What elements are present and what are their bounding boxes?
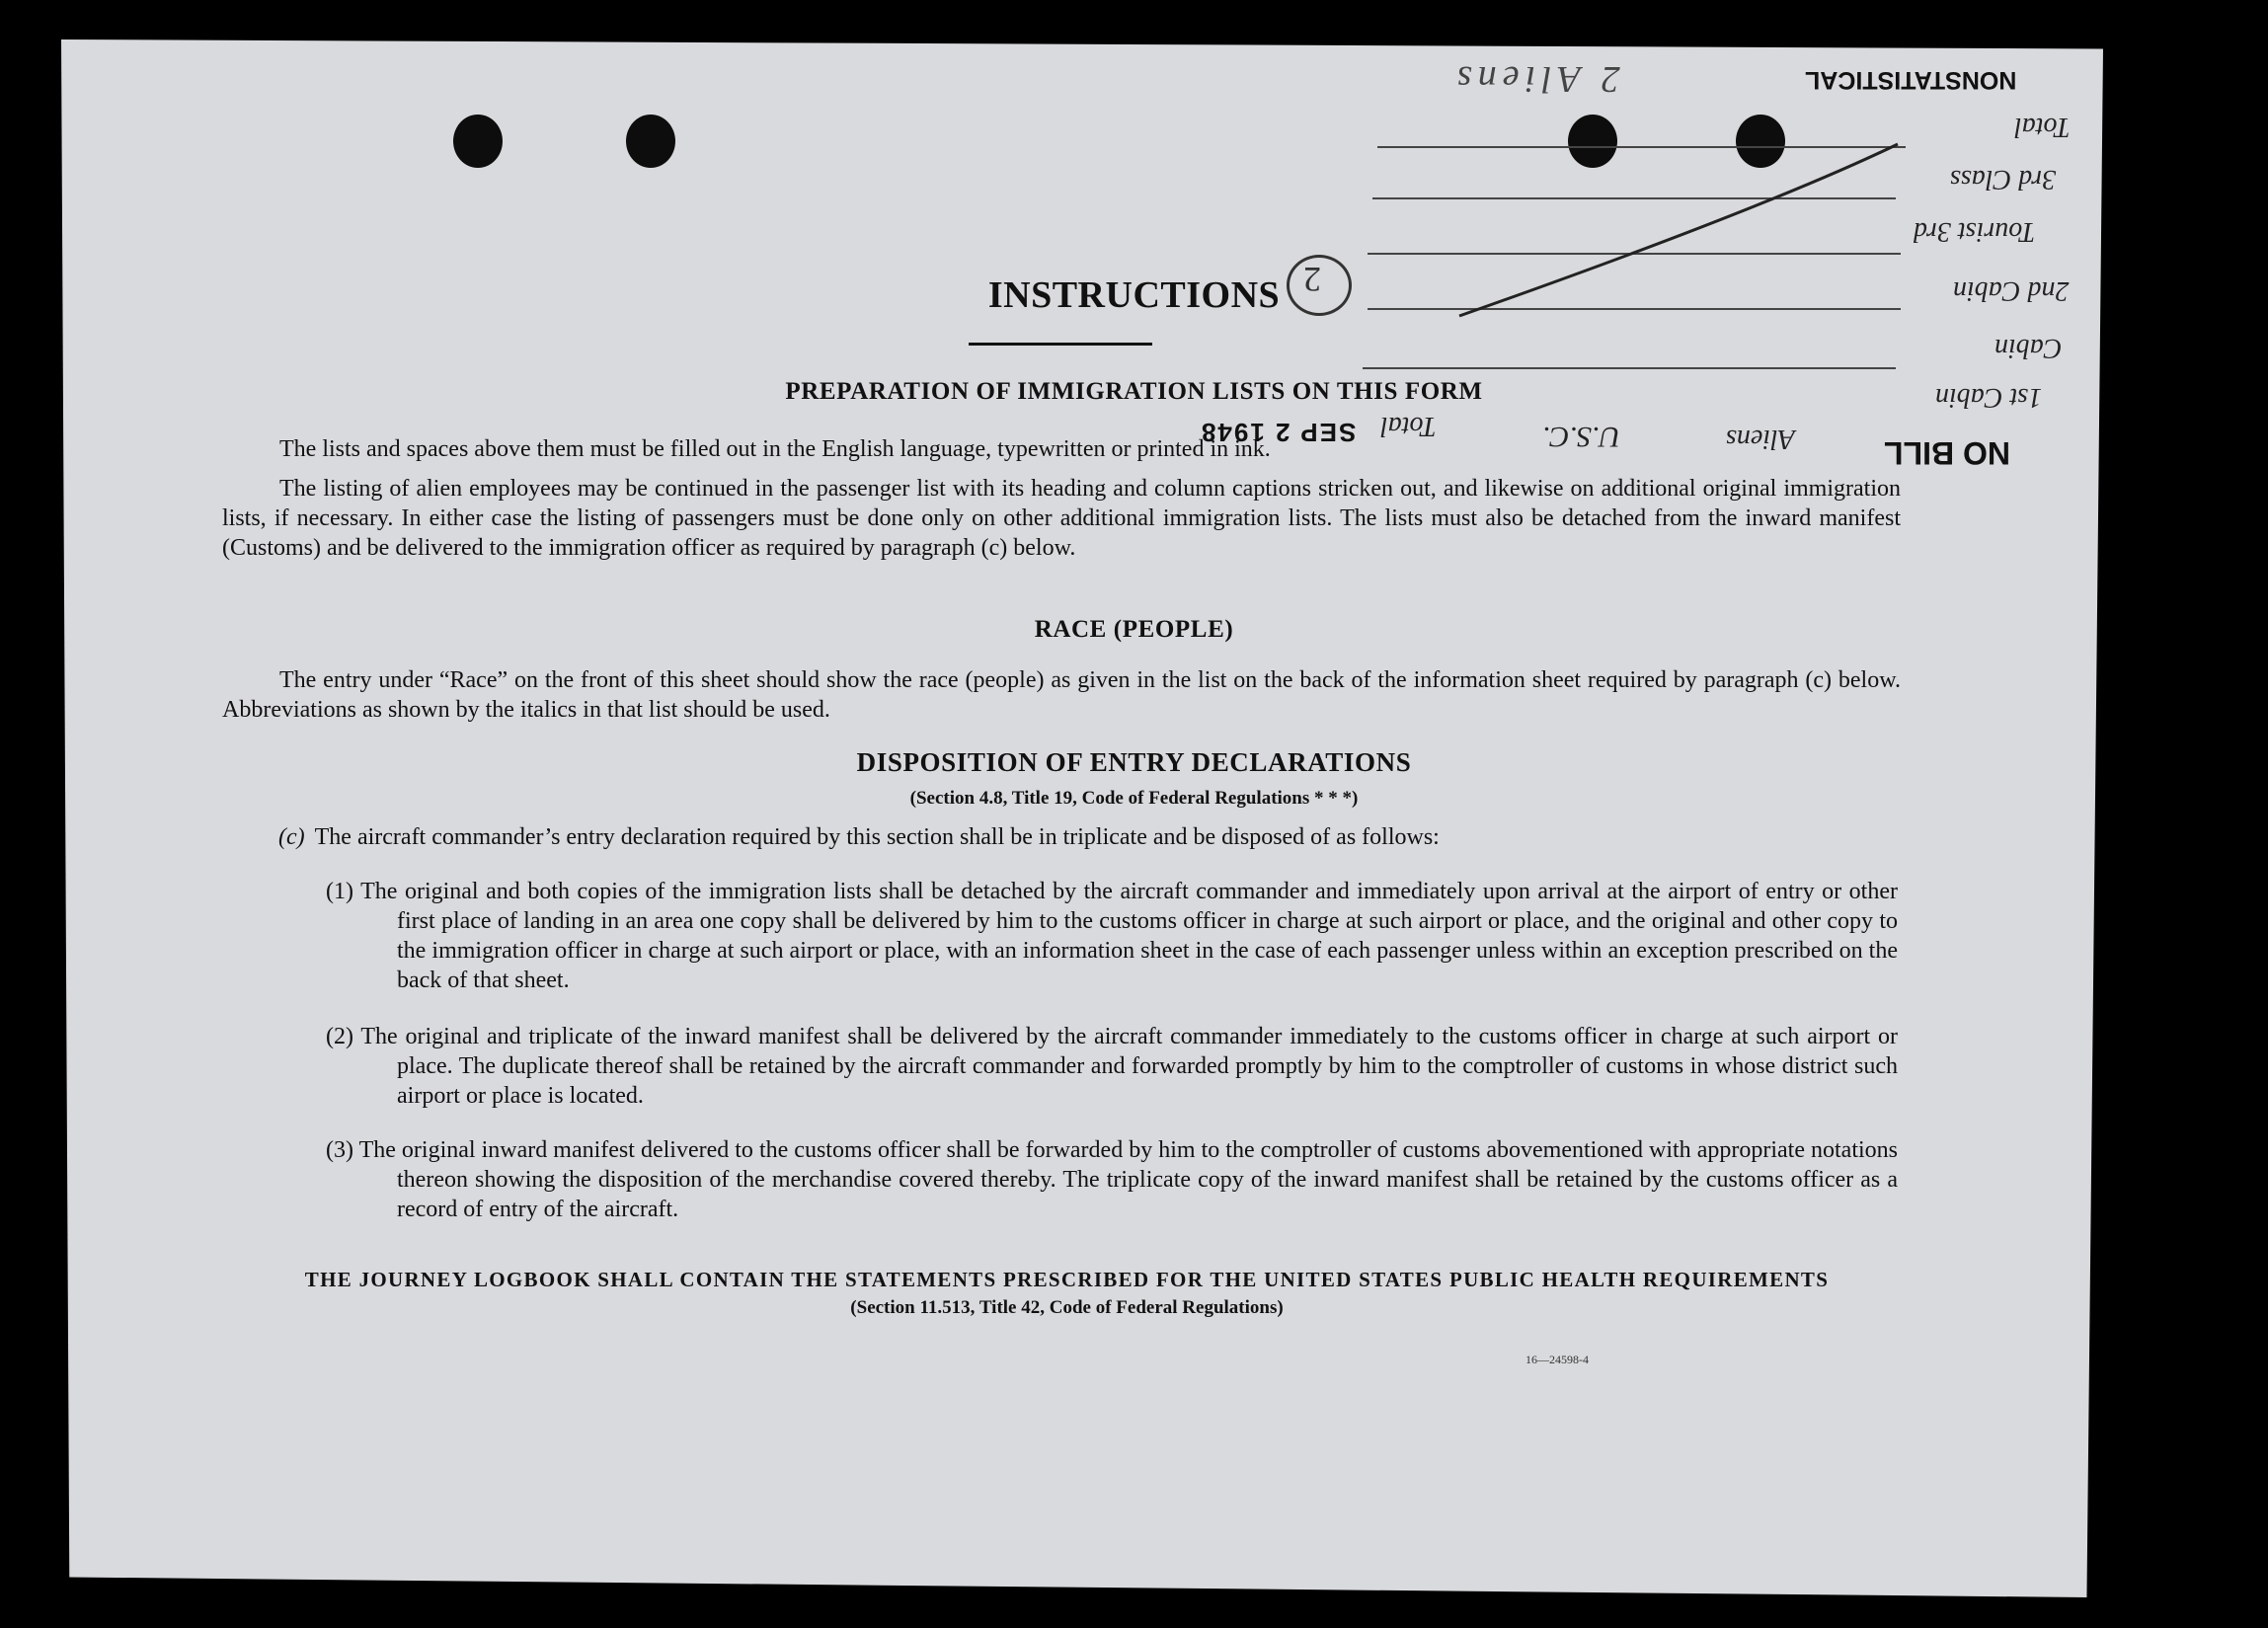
no-bill-stamp: NO BILL [1884,435,2010,471]
disposition-intro-label: (c) [278,824,305,850]
item-text: The original and triplicate of the inward manifest shall be delivered by the aircraft commander immediately to the customs officer in charge at such airport or place. The duplicate thereof shall be retained by the aircraft commander and forwarded promptly by him to the comptroller of customs in whose district such airport or place is located. [360,1024,1898,1109]
title-rule [969,343,1152,346]
footer-citation: (Section 11.513, Title 42, Code of Federal Regulations) [850,1297,1284,1318]
bleed-usc: U.S.C. [1542,421,1621,453]
bleed-label-3rd-class: 3rd Class [1950,164,2057,194]
date-stamp: SEP 2 1948 [1200,418,1357,447]
disposition-item-2 [326,1022,1898,1111]
preparation-p1-text: The lists and spaces above them must be filled out in the English language, typewritten or printed in ink. [279,436,1271,462]
disposition-heading: DISPOSITION OF ENTRY DECLARATIONS [856,747,1412,777]
disposition-intro [278,822,1898,852]
circled-mark-digit: 2 [1303,260,1321,299]
disposition-citation: (Section 4.8, Title 19, Code of Federal Regulations * * *) [909,788,1359,809]
item-text: The original and both copies of the immigration lists shall be detached by the aircraft commander and immediately upon arrival at the airport of entry or other first place of landing in an area one copy shall be delivered by him to the customs officer in charge at such airport or place, and the original and other copy to the immigration officer in charge at such airport or place, with an information sheet in the case of each passenger unless within an exception prescribed on the back of that sheet. [360,879,1898,993]
bleed-aliens: Aliens [1726,424,1795,454]
footer-statement: THE JOURNEY LOGBOOK SHALL CONTAIN THE STATEMENTS PRESCRIBED FOR THE UNITED STATES PUBLIC HEALTH REQUIREMENTS [304,1268,1830,1291]
bleed-label-tourist-3rd: Tourist 3rd [1914,216,2036,247]
item-number: (3) [326,1137,353,1163]
bleed-label-cabin: Cabin [1994,333,2063,363]
race-heading: RACE (PEOPLE) [1034,616,1234,643]
preparation-heading: PREPARATION OF IMMIGRATION LISTS ON THIS FORM [785,378,1483,405]
preparation-paragraph-1 [222,434,1901,464]
item-text: The original inward manifest delivered to the customs officer shall be forwarded by him to the comptroller of customs abovementioned with appropriate notations thereon showing the disposition of the merchandise covered thereby. The triplicate copy of the inward manifest shall be retained by the customs officer as a record of entry of the aircraft. [358,1137,1899,1222]
race-p1-text: The entry under “Race” on the front of this sheet should show the race (people) as given in the list on the back of the information sheet required by paragraph (c) below. Abbreviations as shown by the italics in that list should be used. [222,667,1901,723]
disposition-item-1 [326,877,1898,995]
bleed-label-2nd-cabin: 2nd Cabin [1953,275,2070,306]
disposition-intro-text: The aircraft commander’s entry declaration required by this section shall be in triplicate and be disposed of as follows: [314,824,1440,850]
item-number: (2) [326,1024,353,1049]
bleed-label-total: Total [2014,112,2071,142]
preparation-paragraph-2 [222,474,1901,563]
item-number: (1) [326,879,353,904]
nonstatistical-stamp: NONSTATISTICAL [1805,66,2017,94]
handwritten-aliens-note: 2 Aliens [1451,58,1620,100]
disposition-item-3 [326,1135,1898,1224]
form-number: 16—24598-4 [1525,1353,1589,1366]
preparation-p2-text: The listing of alien employees may be continued in the passenger list with its heading and column captions stricken out, and likewise on additional original immigration lists, if necessary. In either case the listing of passengers must be done only on other additional immigration lists. The lists must also be detached from the inward manifest (Customs) and be delivered to the immigration officer as required by paragraph (c) below. [222,476,1901,561]
bleed-label-1st-cabin: 1st Cabin [1935,382,2043,413]
page-title: INSTRUCTIONS [987,274,1281,316]
bleed-total: Total [1380,411,1437,441]
race-paragraph [222,665,1901,725]
